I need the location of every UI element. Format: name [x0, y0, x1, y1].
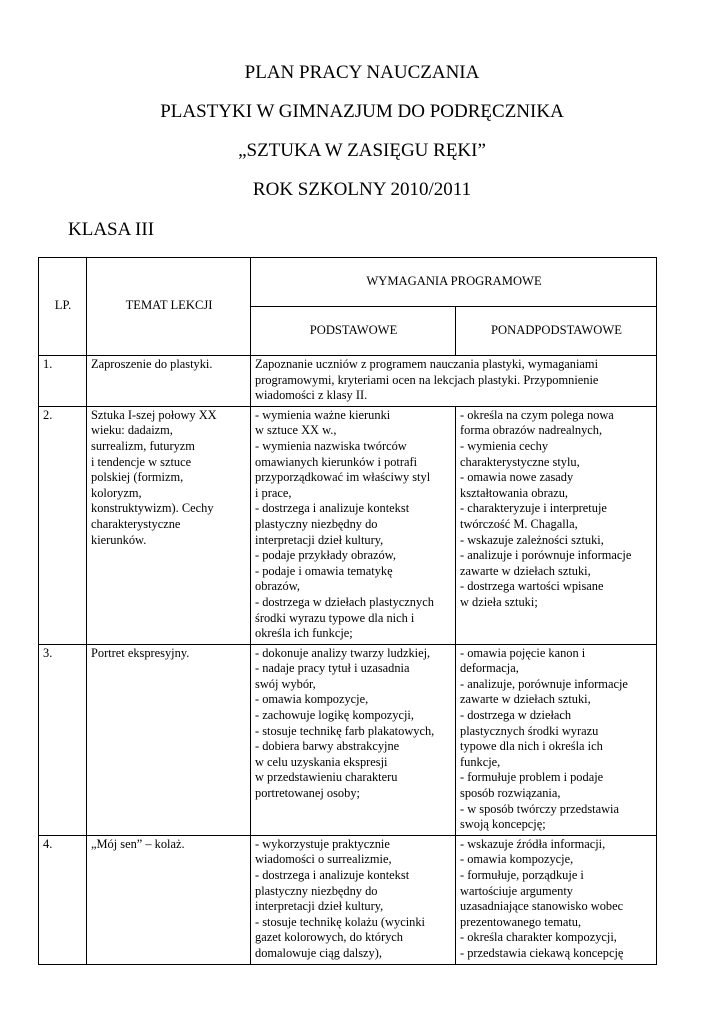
title-line-4: ROK SZKOLNY 2010/2011 — [252, 179, 472, 200]
header-basic: PODSTAWOWE — [251, 307, 456, 356]
curriculum-table — [38, 257, 657, 965]
row-basic: - wymienia ważne kierunki w sztuce XX w., - wymienia nazwiska twórców omawianych kierunków i potrafi przyporządkować im właściwy styl i prace, - dostrzega i analizuje kontekst plastyczny niezbędny do interpretacji dzieł kultury, - podaje przykłady obrazów, - podaje i omawia tematykę obrazów, - dostrzega w dziełach plastycznych środki wyrazu typowe dla nich i określa ich funkcje; — [251, 406, 456, 644]
table-row — [39, 835, 657, 964]
row-lp: 1. — [39, 356, 87, 407]
row-basic: - dokonuje analizy twarzy ludzkiej, - nadaje pracy tytuł i uzasadnia swój wybór, - omawia kompozycje, - zachowuje logikę kompozycji, - stosuje technikę farb plakatowych, - dobiera barwy abstrakcyjne w celu uzyskania ekspresji w przedstawieniu charakteru portretowanej osoby; — [251, 644, 456, 835]
row-advanced: - omawia pojęcie kanon i deformacja, - analizuje, porównuje informacje zawarte w dziełach sztuki, - dostrzega w dziełach plastycznych środki wyrazu typowe dla nich i określa ich funkcje, - formułuje problem i podaje sposób rozwiązania, - w sposób twórczy przedstawia swoją koncepcję; — [456, 644, 657, 835]
row-basic: - wykorzystuje praktycznie wiadomości o surrealizmie, - dostrzega i analizuje kontekst plastyczny niezbędny do interpretacji dzieł kultury, - stosuje technikę kolażu (wycinki gazet kolorowych, do których domalowuje ciąg dalszy), — [251, 835, 456, 964]
table-row — [39, 406, 657, 644]
title-line-2: PLASTYKI W GIMNAZJUM DO PODRĘCZNIKA — [160, 101, 564, 122]
row-topic: Sztuka I-szej połowy XX wieku: dadaizm, surrealizm, futuryzm i tendencje w sztuce polskiej (formizm, koloryzm, konstruktywizm). Cechy charakterystyczne kierunków. — [87, 406, 251, 644]
row-lp: 2. — [39, 406, 87, 644]
row-advanced: - wskazuje źródła informacji, - omawia kompozycje, - formułuje, porządkuje i wartościuje argumenty uzasadniające stanowisko wobec prezentowanego tematu, - określa charakter kompozycji, - przedstawia ciekawą koncepcję — [456, 835, 657, 964]
row-lp: 3. — [39, 644, 87, 835]
row-topic: Portret ekspresyjny. — [87, 644, 251, 835]
table-row — [39, 644, 657, 835]
row-topic: „Mój sen” – kolaż. — [87, 835, 251, 964]
header-advanced: PONADPODSTAWOWE — [456, 307, 657, 356]
row-topic: Zaproszenie do plastyki. — [87, 356, 251, 407]
title-line-3: „SZTUKA W ZASIĘGU RĘKI” — [238, 140, 486, 161]
table-row — [39, 356, 657, 407]
row-lp: 4. — [39, 835, 87, 964]
header-topic: TEMAT LEKCJI — [87, 258, 251, 356]
class-label: KLASA III — [68, 219, 155, 240]
header-lp: LP. — [39, 258, 87, 356]
table-header-row — [39, 258, 657, 307]
document-title — [0, 63, 724, 219]
row-advanced: - określa na czym polega nowa forma obrazów nadrealnych, - wymienia cechy charakterystyczne stylu, - omawia nowe zasady kształtowania obrazu, - charakteryzuje i interpretuje twórczość M. Chagalla, - wskazuje zależności sztuki, - analizuje i porównuje informacje zawarte w dziełach sztuki, - dostrzega wartości wpisane w dzieła sztuki; — [456, 406, 657, 644]
title-line-1: PLAN PRACY NAUCZANIA — [244, 62, 480, 83]
row-requirements: Zapoznanie uczniów z programem nauczania plastyki, wymaganiami programowymi, kryteriami ocen na lekcjach plastyki. Przypomnienie wiadomości z klasy II. — [251, 356, 657, 407]
header-requirements: WYMAGANIA PROGRAMOWE — [251, 258, 657, 307]
